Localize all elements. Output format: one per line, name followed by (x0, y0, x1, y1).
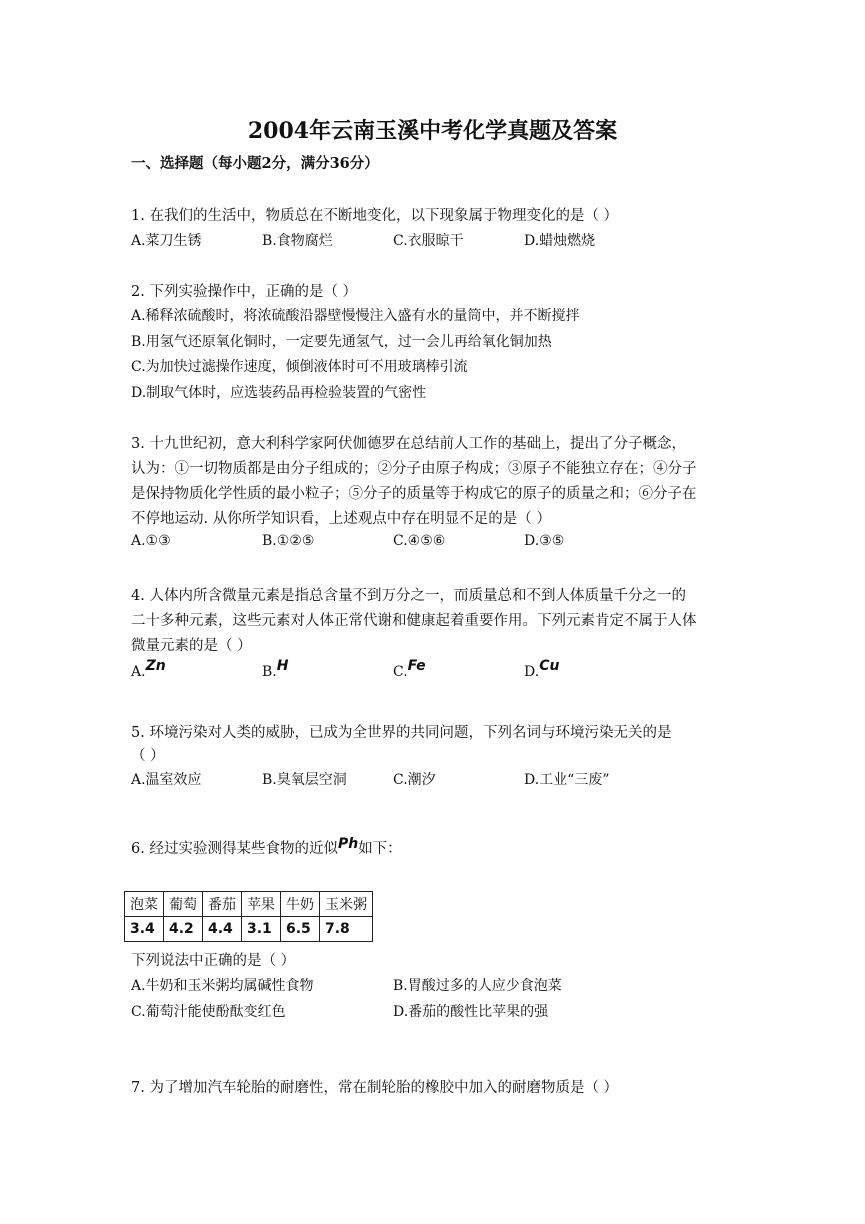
element-symbol: Fe (407, 658, 426, 674)
question-3-line: 不停地运动. 从你所学知识看，上述观点中存在明显不足的是（ ） (131, 511, 551, 527)
table-header-row (125, 892, 373, 917)
ph-table (124, 891, 373, 942)
q6-option-a: A.牛奶和玉米粥均属碱性食物 (131, 978, 314, 994)
stem-text: 如下： (358, 841, 402, 857)
question-2-stem: 2. 下列实验操作中，正确的是（ ） (131, 284, 358, 300)
question-4-line: 4. 人体内所含微量元素是指总含量不到万分之一，而质量总和不到人体质量千分之一的 (131, 588, 686, 604)
q5-option-a: A.温室效应 (131, 772, 202, 788)
element-symbol: Cu (539, 658, 560, 674)
section-heading: 一、选择题（每小题2分，满分36分） (131, 155, 379, 172)
table-header-cell: 牛奶 (281, 892, 320, 917)
page-title: 2004年云南玉溪中考化学真题及答案 (247, 118, 618, 144)
option-letter: C. (393, 664, 408, 680)
table-header-cell: 苹果 (242, 892, 281, 917)
q3-option-c: C.④⑤⑥ (393, 533, 446, 549)
element-symbol: H (276, 658, 289, 674)
table-cell: 4.4 (203, 917, 242, 942)
table-header-cell: 泡菜 (125, 892, 164, 917)
q5-option-c: C.潮汐 (393, 772, 436, 788)
q6-option-c: C.葡萄汁能使酚酞变红色 (131, 1004, 286, 1020)
table-cell: 3.1 (242, 917, 281, 942)
question-3-line: 3. 十九世纪初，意大利科学家阿伏伽德罗在总结前人工作的基础上，提出了分子概念， (131, 436, 686, 452)
option-letter: D. (524, 664, 540, 680)
q2-option-d: D.制取气体时，应选装药品再检验装置的气密性 (131, 385, 427, 401)
question-7-stem: 7. 为了增加汽车轮胎的耐磨性，常在制轮胎的橡胶中加入的耐磨物质是（ ） (131, 1080, 619, 1096)
question-4-line: 二十多种元素，这些元素对人体正常代谢和健康起着重要作用。下列元素肯定不属于人体 (131, 613, 697, 629)
ph-symbol: Ph (337, 836, 359, 852)
question-5-line: （ ） (131, 748, 165, 764)
stem-text: 6. 经过实验测得某些食物的近似 (131, 841, 338, 857)
q1-option-c: C.衣服晾干 (393, 233, 464, 249)
q2-option-b: B.用氢气还原氧化铜时，一定要先通氢气，过一会儿再给氧化铜加热 (131, 334, 552, 350)
question-3-line: 是保持物质化学性质的最小粒子；⑤分子的质量等于构成它的原子的质量之和；⑥分子在 (131, 486, 697, 502)
table-cell: 7.8 (320, 917, 373, 942)
table-cell: 6.5 (281, 917, 320, 942)
q3-option-a: A.①③ (131, 533, 171, 549)
table-header-cell: 葡萄 (164, 892, 203, 917)
question-4-line: 微量元素的是（ ） (131, 638, 252, 654)
table-cell: 4.2 (164, 917, 203, 942)
q4-option-d (524, 658, 560, 680)
q2-option-c: C.为加快过滤操作速度，倾倒液体时可不用玻璃棒引流 (131, 359, 468, 375)
table-header-cell: 番茄 (203, 892, 242, 917)
q3-option-d: D.③⑤ (524, 533, 565, 549)
q1-option-d: D.蜡烛燃烧 (524, 233, 596, 249)
q5-option-d: D.工业“三废” (524, 772, 610, 788)
question-1-stem: 1. 在我们的生活中，物质总在不断地变化，以下现象属于物理变化的是（ ） (131, 208, 619, 224)
q1-option-b: B.食物腐烂 (262, 233, 333, 249)
option-letter: B. (262, 664, 277, 680)
q4-option-b (262, 658, 289, 680)
question-5-line: 5. 环境污染对人类的威胁，已成为全世界的共同问题，下列名词与环境污染无关的是 (131, 725, 672, 741)
question-6-stem (131, 837, 402, 858)
q1-option-a: A.菜刀生锈 (131, 233, 202, 249)
table-row (125, 917, 373, 942)
element-symbol: Zn (145, 658, 166, 674)
q2-option-a: A.稀释浓硫酸时，将浓硫酸沿器壁慢慢注入盛有水的量筒中，并不断搅拌 (131, 308, 580, 324)
option-letter: A. (131, 664, 146, 680)
q5-option-b: B.臭氧层空洞 (262, 772, 347, 788)
q4-option-a (131, 658, 166, 680)
question-3-line: 认为：①一切物质都是由分子组成的；②分子由原子构成；③原子不能独立存在；④分子 (131, 461, 697, 477)
question-6-prompt: 下列说法中正确的是（ ） (131, 953, 296, 969)
table-header-cell: 玉米粥 (320, 892, 373, 917)
table-cell: 3.4 (125, 917, 164, 942)
q3-option-b: B.①②⑤ (262, 533, 315, 549)
q6-option-d: D.番茄的酸性比苹果的强 (393, 1004, 549, 1020)
q6-option-b: B.胃酸过多的人应少食泡菜 (393, 978, 562, 994)
q4-option-c (393, 658, 426, 680)
